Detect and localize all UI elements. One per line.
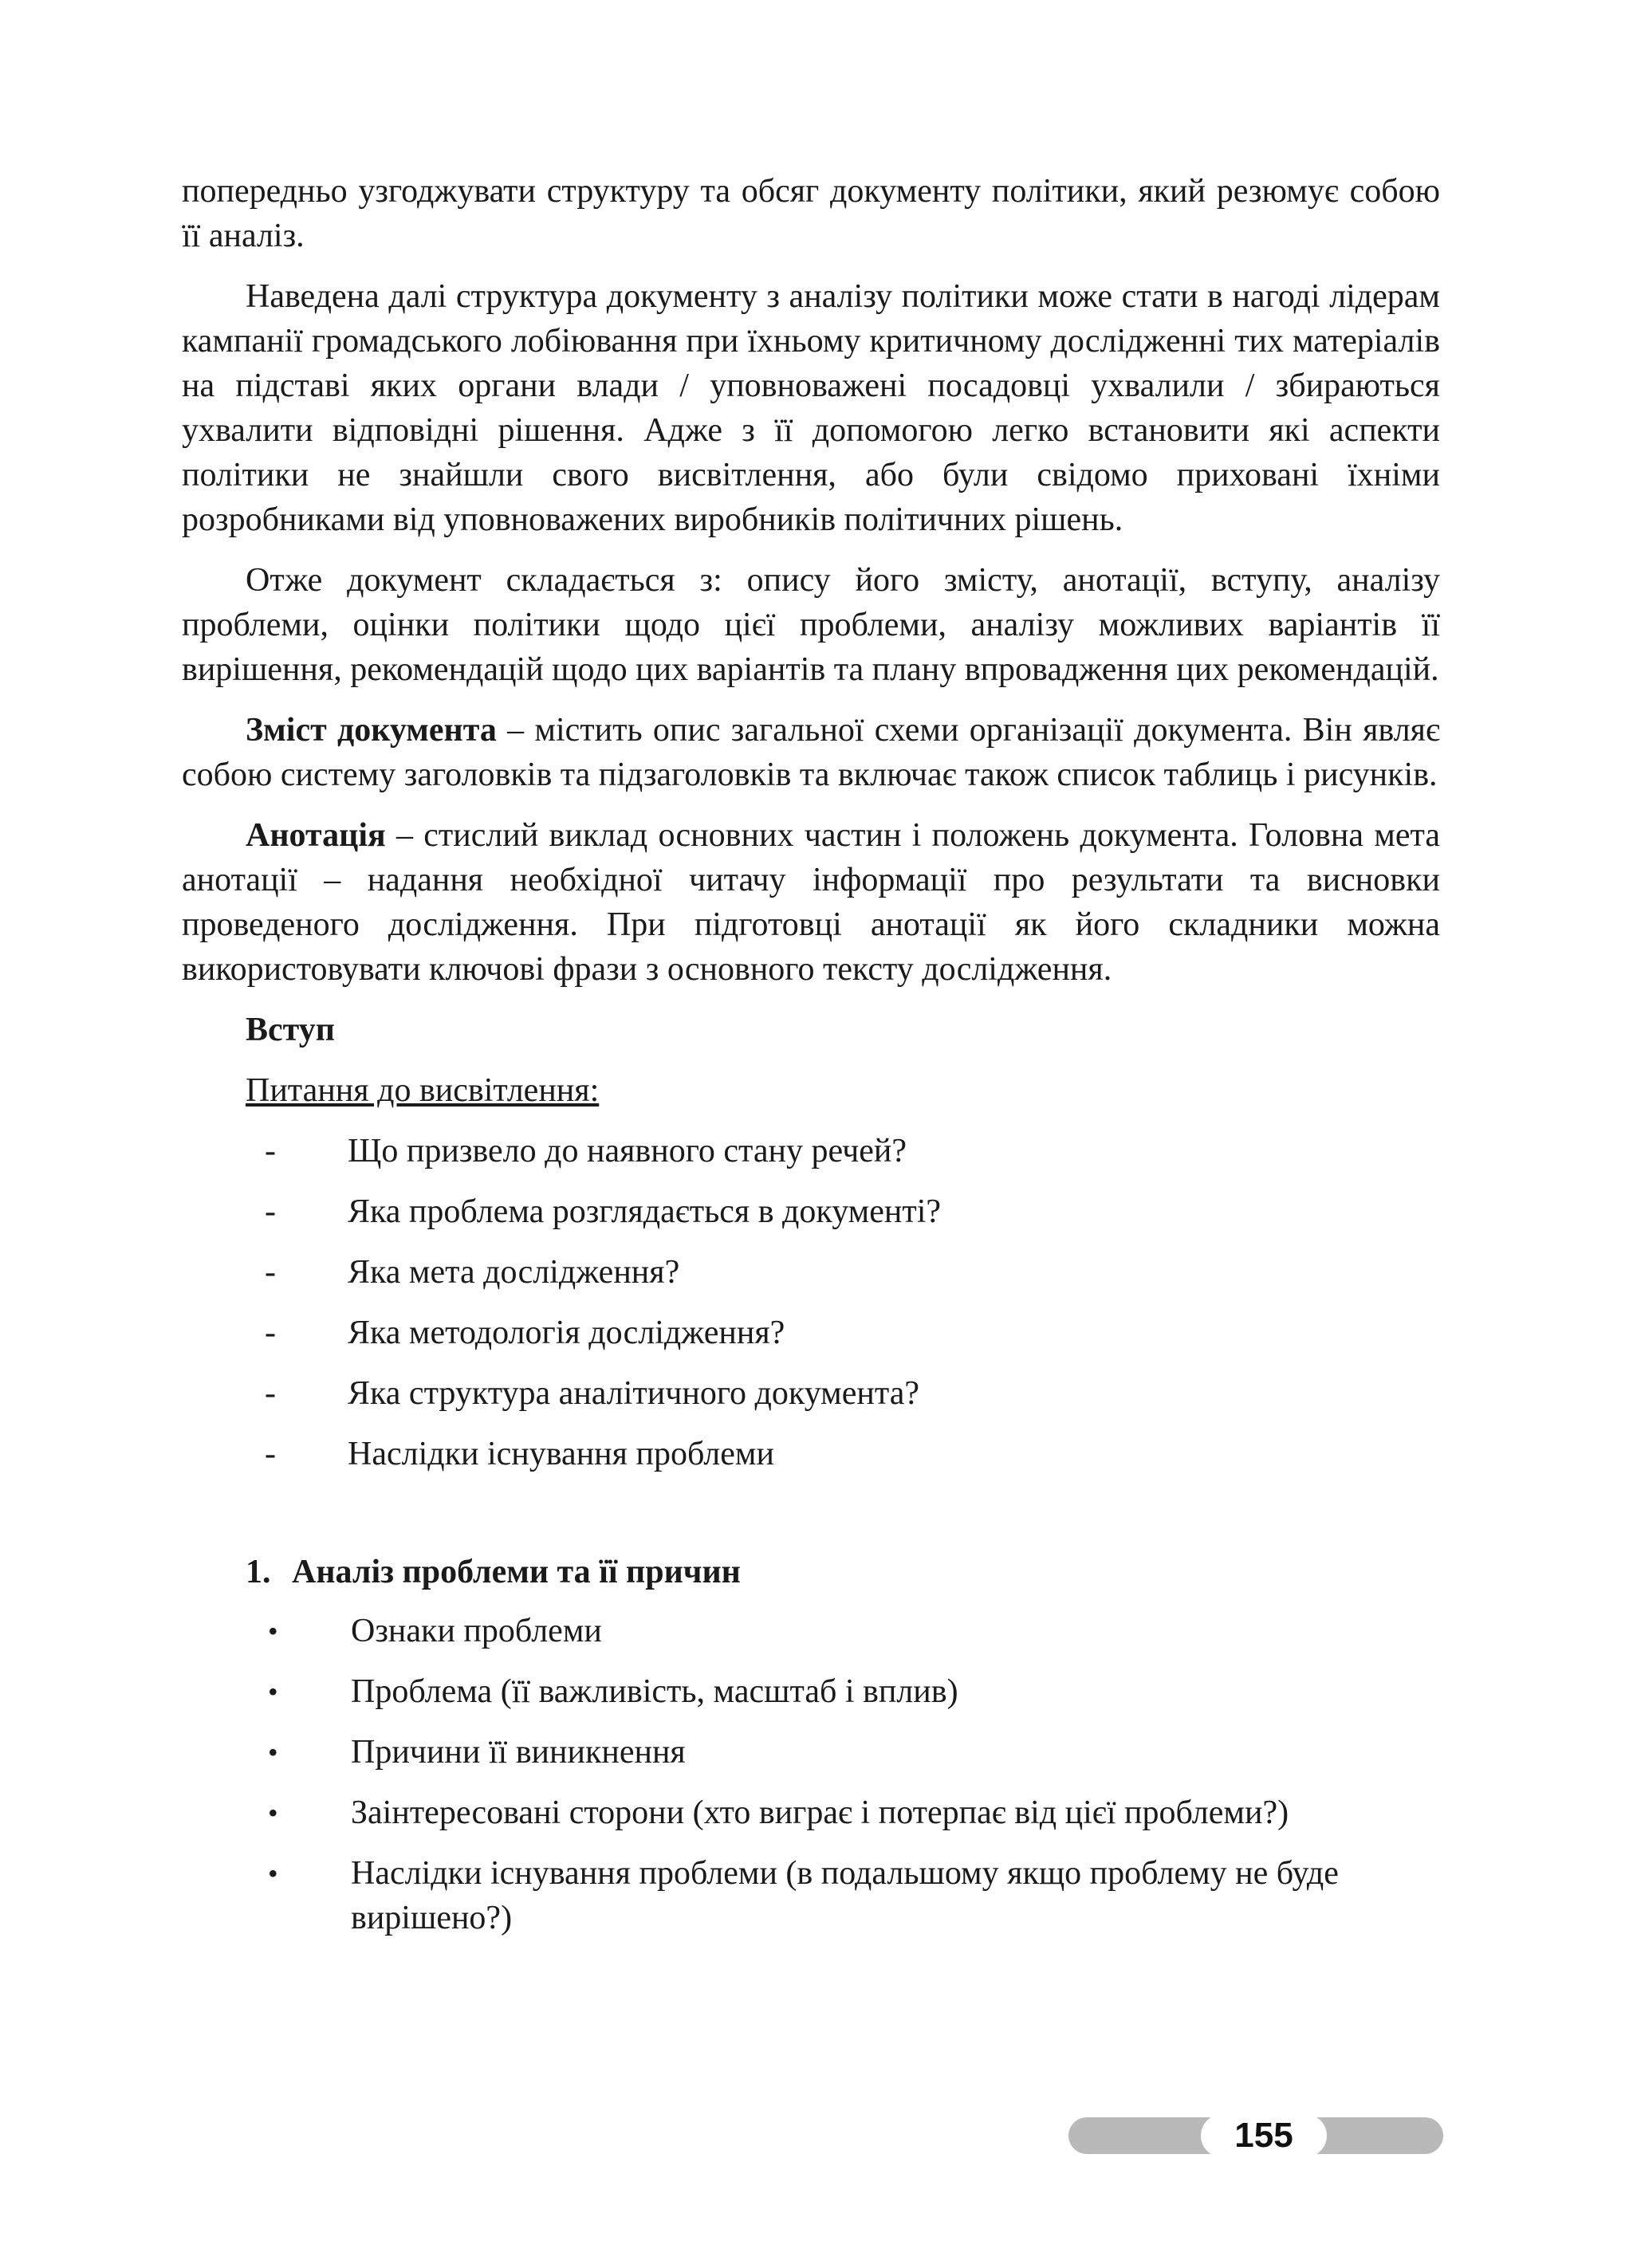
definition-annotation: – стислий виклад основних частин і положень документа. Головна мета анотації – надання необхідної читачу інформації про результати та висновки проведеного дослідження. При підготовці анотації як його складники можна використовувати ключові фрази з основного тексту дослідження.	[182, 817, 1440, 988]
list-item-text: Наслідки існування проблеми	[348, 1436, 774, 1472]
list-item	[182, 1250, 1440, 1295]
list-item	[182, 1189, 1440, 1234]
dash-marker: -	[265, 1315, 276, 1351]
list-item-text: Яка мета дослідження?	[348, 1254, 680, 1291]
dash-marker: -	[265, 1254, 276, 1291]
list-item-text: Яка методологія дослідження?	[348, 1315, 785, 1351]
term-annotation: Анотація	[246, 817, 386, 854]
bullet-icon: •	[268, 1857, 278, 1889]
bullet-icon: •	[268, 1615, 278, 1647]
list-item	[182, 1311, 1440, 1355]
page-number-footer	[1068, 2114, 1443, 2157]
list-item	[182, 1730, 1440, 1775]
list-item-text: Що призвело до наявного стану речей?	[348, 1133, 907, 1169]
list-item	[182, 1371, 1440, 1416]
section-1-bullet-list	[182, 1609, 1440, 1940]
dash-marker: -	[265, 1193, 276, 1230]
page-content	[182, 169, 1440, 1956]
list-item-text: Яка структура аналітичного документа?	[348, 1375, 920, 1412]
footer-bar-right	[1316, 2117, 1443, 2154]
term-contents: Зміст документа	[246, 712, 497, 749]
list-item-text: Причини її виникнення	[351, 1734, 686, 1771]
list-item	[182, 1432, 1440, 1476]
intro-question-list	[182, 1129, 1440, 1476]
list-item	[182, 1669, 1440, 1714]
bullet-icon: •	[268, 1676, 278, 1708]
list-item	[182, 1851, 1440, 1940]
definition-contents: – містить опис загальної схеми організації документа. Він являє собою систему заголовків та підзаголовків та включає також список таблиць і рисунків.	[182, 712, 1440, 793]
page-number-badge	[1201, 2114, 1327, 2157]
intro-heading: Вступ	[246, 1012, 335, 1048]
intro-subheading: Питання до висвітлення:	[246, 1072, 600, 1109]
footer-bar-left	[1068, 2117, 1212, 2154]
dash-marker: -	[265, 1375, 276, 1412]
section-1-heading	[182, 1550, 1440, 1594]
list-item	[182, 1129, 1440, 1173]
paragraph-contents-definition	[182, 708, 1440, 797]
list-item	[182, 1609, 1440, 1653]
dash-marker: -	[265, 1133, 276, 1169]
paragraph-document-parts: Отже документ складається з: опису його змісту, анотації, вступу, аналізу проблеми, оцінки політики щодо цієї проблеми, аналізу можливих варіантів її вирішення, рекомендацій щодо цих варіантів та плану впровадження цих рекомендацій.	[182, 562, 1440, 688]
section-number: 1.	[246, 1554, 271, 1590]
bullet-icon: •	[268, 1736, 278, 1768]
section-title: Аналіз проблеми та її причин	[292, 1554, 741, 1590]
page-number: 155	[1234, 2116, 1293, 2155]
paragraph-annotation-definition	[182, 813, 1440, 992]
list-item-text: Проблема (її важливість, масштаб і вплив)	[351, 1673, 958, 1710]
paragraph-structure-intro: Наведена далі структура документу з аналізу політики може стати в нагоді лідерам кампанії громадського лобіювання при їхньому критичному дослідженні тих матеріалів на підставі яких органи влади / уповноважені посадовці ухвалили / збираються ухвалити відповідні рішення. Адже з її допомогою легко встановити які аспекти політики не знайшли свого висвітлення, або були свідомо приховані їхніми розробниками від уповноважених виробників політичних рішень.	[182, 278, 1440, 538]
list-item-text: Яка проблема розглядається в документі?	[348, 1193, 942, 1230]
paragraph-continuation: попередньо узгоджувати структуру та обсяг документу політики, який резюмує собою її аналіз.	[182, 173, 1440, 254]
list-item	[182, 1790, 1440, 1835]
bullet-icon: •	[268, 1797, 278, 1829]
list-item-text: Ознаки проблеми	[351, 1613, 602, 1649]
list-item-text: Заінтересовані сторони (хто виграє і потерпає від цієї проблеми?)	[351, 1794, 1289, 1831]
dash-marker: -	[265, 1436, 276, 1472]
list-item-text: Наслідки існування проблеми (в подальшому якщо проблему не буде вирішено?)	[351, 1855, 1339, 1936]
